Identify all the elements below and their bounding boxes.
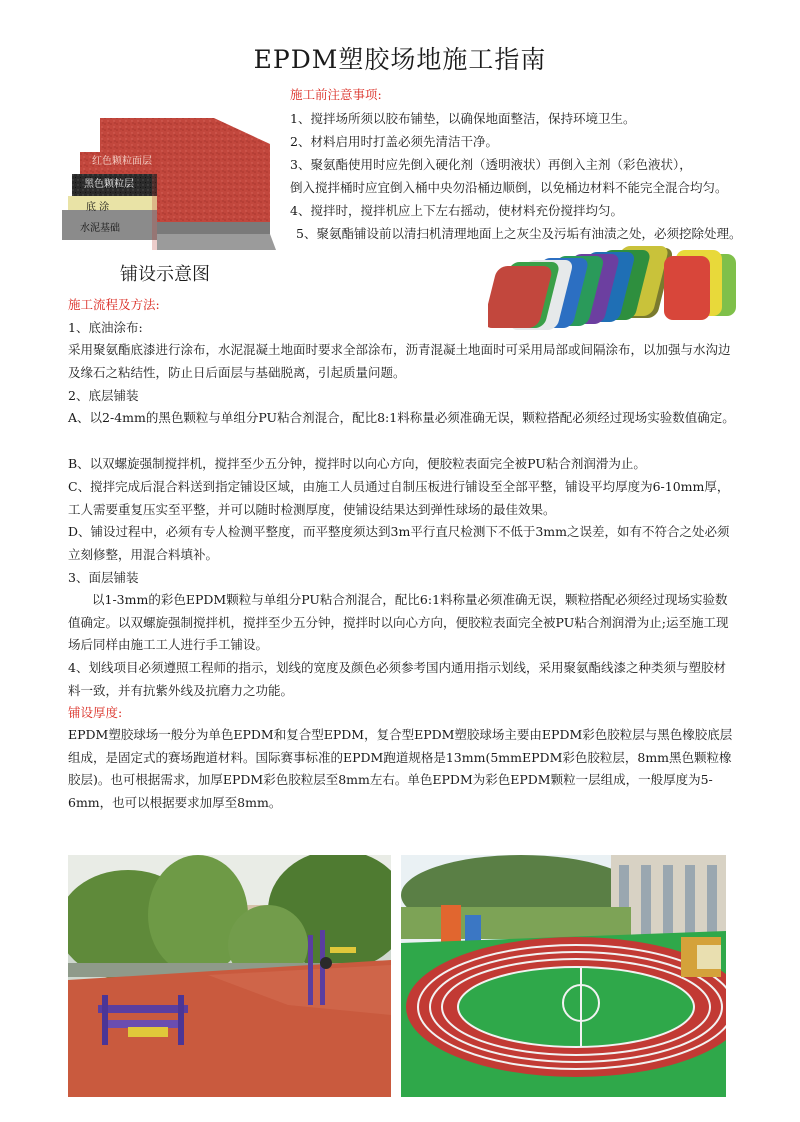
step-4-body: 4、划线项目必须遵照工程师的指示，划线的宽度及颜色必须参考国内通用指示划线，采用聚氨酯线漆之种类须与塑胶材料一致，并有抗紫外线及抗磨力之功能。 — [68, 660, 726, 698]
step-1-body: 采用聚氨酯底漆进行涂布，水泥混凝土地面时要求全部涂布，沥青混凝土地面时可采用局部或间隔涂布，以加强与水沟边及缘石之粘结性，防止日后面层与基础脱离，引起质量问题。 — [68, 342, 731, 380]
step-1-title: 1、底油涂布: — [68, 320, 143, 335]
step-2-d: D、铺设过程中，必须有专人检测平整度，而平整度须达到3m平行直尺检测下不低于3mm之误差，如有不符合之处必须立刻修整，用混合料填补。 — [68, 524, 730, 562]
page-title: EPDM塑胶场地施工指南 — [253, 45, 547, 74]
color-samples-image — [488, 240, 738, 332]
process-heading: 施工流程及方法: — [68, 297, 160, 312]
layer-label-primer: 底 涂 — [86, 202, 110, 213]
step-2-a: A、以2-4mm的黑色颗粒与单组分PU粘合剂混合，配比8:1料称量必须准确无误，颗粒搭配必须经过现场实验数值确定。 — [68, 410, 735, 425]
layer-label-concrete: 水泥基础 — [80, 223, 120, 234]
layer-label-black: 黑色颗粒层 — [84, 179, 134, 190]
fitness-area-photo — [68, 855, 391, 1097]
precaution-item: 2、材料启用时打盖必须先清洁干净。 — [290, 134, 498, 149]
step-2-c: C、搅拌完成后混合料送到指定铺设区域，由施工人员通过自制压板进行铺设至全部平整，铺设平均厚度为6-10mm厚，工人需要重复压实至平整，并可以随时检测厚度，使铺设结果达到弹性球场的最佳效果。 — [68, 479, 730, 517]
precaution-item: 倒入搅拌桶时应宜倒入桶中央勿沿桶边顺倒，以免桶边材料不能完全混合均匀。 — [290, 180, 728, 195]
layer-label-red: 红色颗粒面层 — [92, 156, 152, 167]
diagram-caption: 铺设示意图 — [120, 264, 210, 285]
running-track-photo — [401, 855, 726, 1097]
step-3-title: 3、面层铺装 — [68, 570, 139, 585]
precautions-heading: 施工前注意事项: — [290, 87, 382, 102]
step-2-title: 2、底层铺装 — [68, 388, 139, 403]
precaution-item: 5、聚氨酯铺设前以清扫机清理地面上之灰尘及污垢有油渍之处，必须挖除处理。 — [296, 226, 742, 241]
step-3-body: 以1-3mm的彩色EPDM颗粒与单组分PU粘合剂混合，配比6:1料称量必须准确无误，颗粒搭配必须经过现场实验数值确定。以双螺旋强制搅拌机，搅拌至少五分钟，搅拌时以向心方向，便胶粒表面完全被PU粘合剂润滑为止;运至施工现场后同样由施工工人进行手工铺设。 — [68, 592, 729, 652]
precaution-item: 4、搅拌时，搅拌机应上下左右摇动，使材料充份搅拌均匀。 — [290, 203, 623, 218]
precaution-item: 3、聚氨酯使用时应先倒入硬化剂（透明液状）再倒入主剂（彩色液状）， — [290, 157, 692, 172]
thickness-heading: 铺设厚度: — [68, 705, 123, 720]
precaution-item: 1、搅拌场所须以胶布铺垫，以确保地面整洁，保持环境卫生。 — [290, 111, 636, 126]
thickness-body: EPDM塑胶球场一般分为单色EPDM和复合型EPDM，复合型EPDM塑胶球场主要由EPDM彩色胶粒层与黑色橡胶底层组成，是固定式的赛场跑道材料。国际赛事标准的EPDM跑道规格是13mm(5mmEPDM彩色胶粒层，8mm黑色颗粒橡胶层)。也可根据需求，加厚EPDM彩色胶粒层至8mm左右。单色EPDM为彩色EPDM颗粒一层组成，一般厚度为5-6mm，也可以根据要求加厚至8mm。 — [68, 727, 733, 810]
primer-layer-front — [68, 196, 157, 210]
step-2-b: B、以双螺旋强制搅拌机，搅拌至少五分钟，搅拌时以向心方向，便胶粒表面完全被PU粘合剂润滑为止。 — [68, 456, 646, 471]
